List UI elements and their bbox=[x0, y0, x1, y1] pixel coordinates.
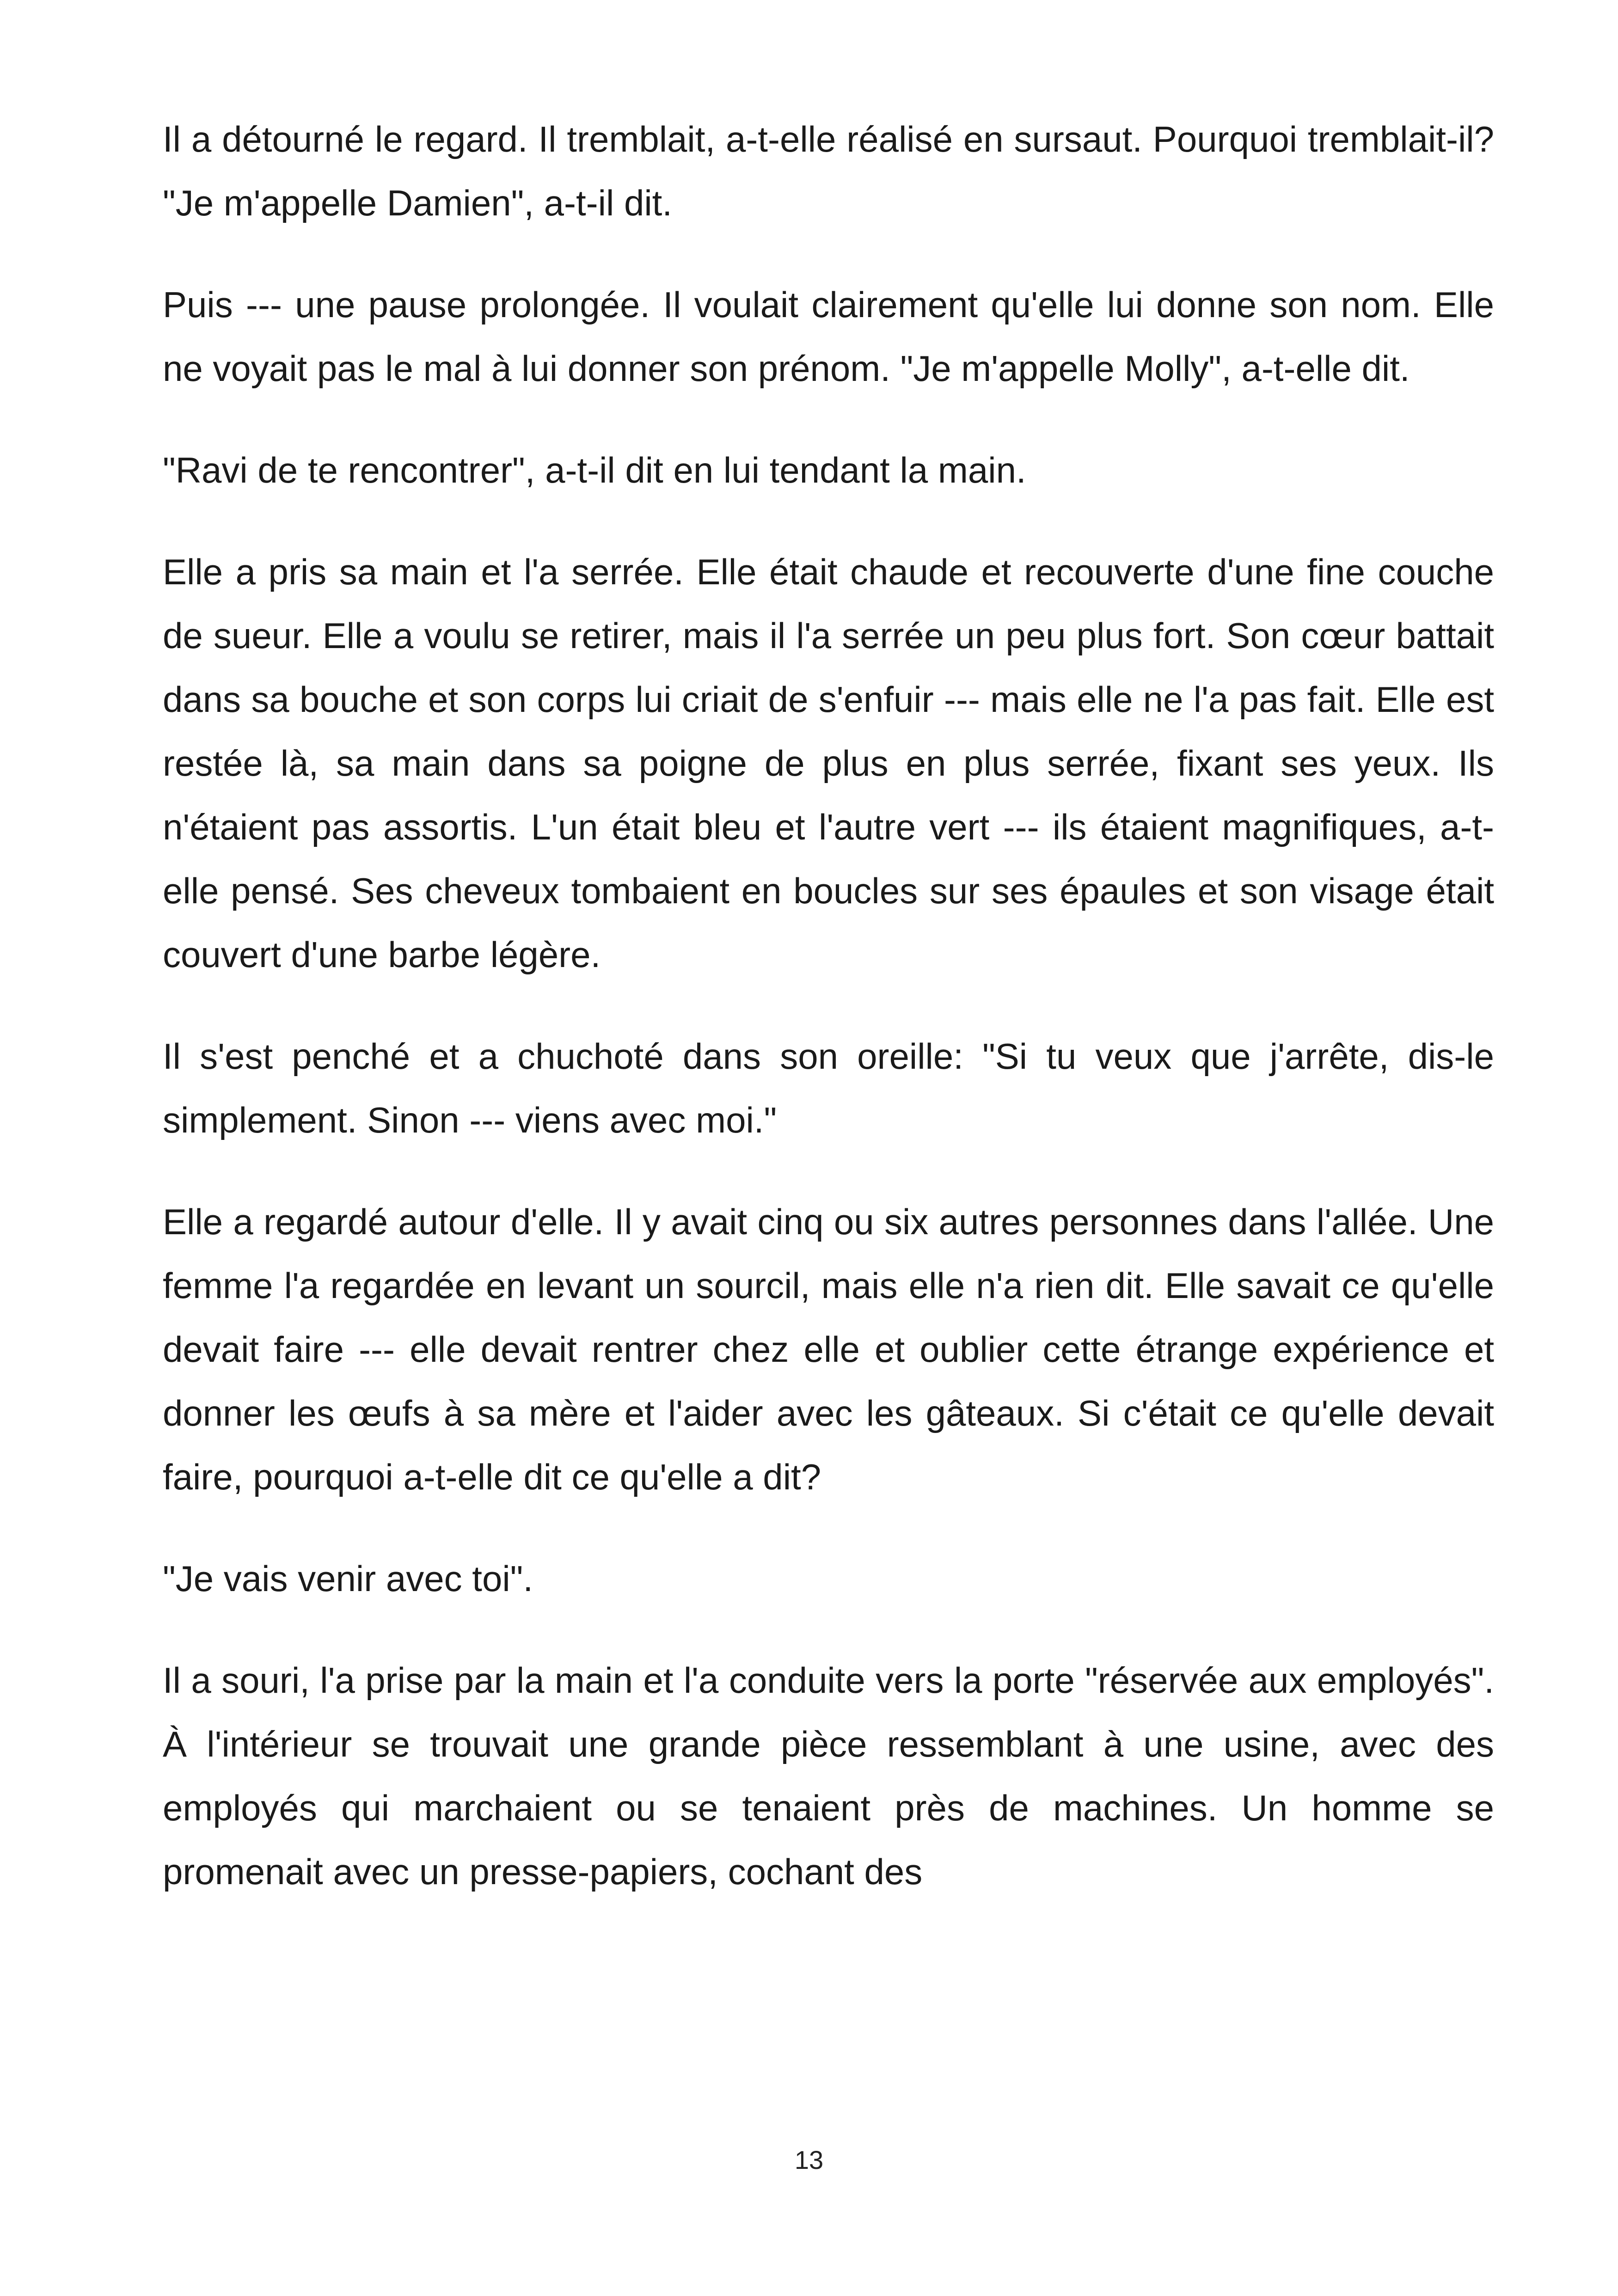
paragraph-1: Il a détourné le regard. Il tremblait, a-t-elle réalisé en sursaut. Pourquoi tremblait-il? "Je m'appelle Damien", a-t-il dit. bbox=[163, 119, 1494, 223]
page-number: 13 bbox=[794, 2145, 824, 2174]
paragraph-6: Elle a regardé autour d'elle. Il y avait cinq ou six autres personnes dans l'allée. Une femme l'a regardée en levant un sourcil, mais elle n'a rien dit. Elle savait ce qu'elle devait faire --- elle devait rentrer chez elle et oublier cette étrange expérience et donner les œufs à sa mère et l'aider avec les gâteaux. Si c'était ce qu'elle devait faire, pourquoi a-t-elle dit ce qu'elle a dit? bbox=[163, 1201, 1494, 1497]
paragraph-2: Puis --- une pause prolongée. Il voulait clairement qu'elle lui donne son nom. Elle ne voyait pas le mal à lui donner son prénom. "Je m'appelle Molly", a-t-elle dit. bbox=[163, 284, 1494, 389]
paragraph-7: "Je vais venir avec toi". bbox=[163, 1558, 533, 1599]
paragraph-3: "Ravi de te rencontrer", a-t-il dit en lui tendant la main. bbox=[163, 450, 1026, 490]
paragraph-5: Il s'est penché et a chuchoté dans son oreille: "Si tu veux que j'arrête, dis-le simplement. Sinon --- viens avec moi." bbox=[163, 1036, 1494, 1140]
paragraph-8: Il a souri, l'a prise par la main et l'a conduite vers la porte "réservée aux employés". À l'intérieur se trouvait une grande pièce ressemblant à une usine, avec des employés qui marchaient ou se tenaient près de machines. Un homme se promenait avec un presse-papiers, cochant des bbox=[163, 1660, 1494, 1892]
paragraph-4: Elle a pris sa main et l'a serrée. Elle était chaude et recouverte d'une fine couche de sueur. Elle a voulu se retirer, mais il l'a serrée un peu plus fort. Son cœur battait dans sa bouche et son corps lui criait de s'enfuir --- mais elle ne l'a pas fait. Elle est restée là, sa main dans sa poigne de plus en plus serrée, fixant ses yeux. Ils n'étaient pas assortis. L'un était bleu et l'autre vert --- ils étaient magnifiques, a-t-elle pensé. Ses cheveux tombaient en boucles sur ses épaules et son visage était couvert d'une barbe légère. bbox=[163, 551, 1494, 975]
body-text bbox=[163, 107, 1494, 1941]
